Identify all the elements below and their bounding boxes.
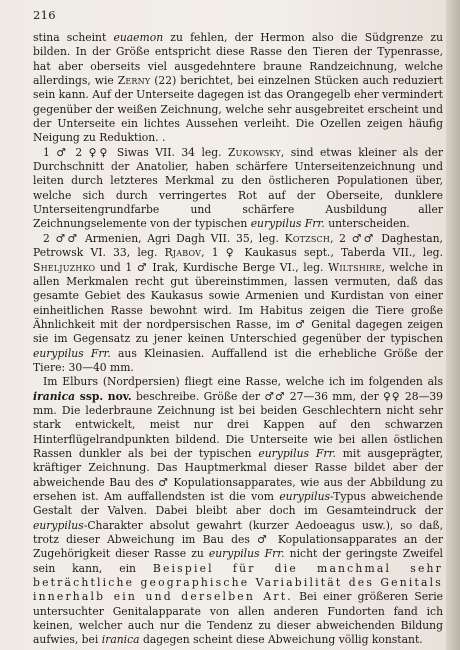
text-run: Sheljuzhko <box>33 260 96 274</box>
paragraph <box>33 146 443 232</box>
text-run: Beispiel für die manchmal sehr beträchtliche geographische Variabilität des Genitals innerhalb ein und derselben Art. <box>33 561 443 604</box>
text-run: eurypilus Frr. <box>258 446 336 460</box>
text-run: Im Elburs (Nordpersien) fliegt eine Rasse, welche ich im folgenden als <box>43 375 443 389</box>
text-run: Zukowsky <box>228 145 281 159</box>
text-run: beschreibe. Größe der ♂♂ 27—36 mm, der ♀♀ 28—39 mm. Die lederbraune Zeichnung ist bei beiden Geschlechtern nicht sehr stark entwickelt, meist nur drei Kappen auf den schwarzen Hinterflügelrandpunkten bildend. Die Unterseite wie bei allen östlichen Rassen dunkler als bei der typischen <box>33 389 444 460</box>
text-run: (22) berichtet, bei einzelnen Stücken auch reduziert sein kann. Auf der Unterseite dagegen ist das Orangegelb eher vermindert gegenüber der weißen Zeichnung, welche sehr ausgebreitet erscheint und der Unterseite ein lichtes Aussehen verleiht. Die Ozellen zeigen häufig Neigung zu Reduktion. . <box>33 74 443 145</box>
text-run: 2 ♂♂ Armenien, Agri Dagh VII. 35, leg. <box>43 231 285 245</box>
text-run: Rjabov <box>164 246 202 260</box>
text-run: 1 ♂ 2 ♀♀ Siwas VII. 34 leg. <box>43 145 228 159</box>
text-run: , 2 ♂♂ Daghestan, Petrowsk VI. 33, leg. <box>33 231 443 260</box>
text-run: dagegen scheint diese Abweichung völlig konstant. <box>139 633 423 647</box>
text-run: euaemon <box>113 31 164 44</box>
text-run: eurypilus Frr. <box>33 346 111 360</box>
text-run: eurypilus <box>33 518 84 532</box>
text-run: Zerny <box>117 74 151 88</box>
text-run: eurypilus <box>279 490 331 503</box>
paragraph <box>33 375 443 648</box>
text-run: eurypilus Frr. <box>208 547 285 561</box>
text-run: aus Kleinasien. Auffallend ist die erhebliche Größe der Tiere: 30—40 mm. <box>33 346 443 374</box>
text-run: ssp. nov. <box>75 389 132 403</box>
text-run: unterscheiden. <box>324 217 410 231</box>
text-run: eurypilus Frr. <box>250 217 325 231</box>
text-run: , 1 ♀ Kaukasus sept., Taberda VII., leg. <box>201 246 443 260</box>
text-run: Bei einer größeren Serie untersuchter Genitalapparate von allen anderen Fundorten fand ich keinen, welcher auch nur die Tendenz zu dieser abweichenden Bildung aufwies, bei <box>33 590 443 647</box>
text-run: iranica <box>101 633 140 647</box>
page-body-text <box>33 31 443 648</box>
text-run: , welche in allen Merkmalen recht gut übereinstimmen, lassen vermuten, daß das gesamte Gebiet des Kaukasus sowie Armenien und Kurdistan von einer einheitlichen Rasse bewohnt wird. Im Habitus zeigen die Tiere große Ähnlichkeit mit der nordpersischen Rasse, im ♂ Genital dagegen zeigen sie im Gegensatz zu jener keinen Unterschied gegenüber der typischen <box>33 260 443 346</box>
text-run: Kotzsch <box>284 231 331 245</box>
page-edge-shadow <box>446 0 460 650</box>
paragraph <box>33 31 443 146</box>
text-run: -Typus abweichende Gestalt der Valven. Dabei bleibt aber doch im Gesamteindruck der <box>33 490 443 518</box>
text-run: zu fehlen, der Hermon also die Südgrenze zu bilden. In der Größe entspricht diese Rasse den Tieren der Typenrasse, hat aber oberseits viel ausgedehntere braune Randzeichnung, welche allerdings, wie <box>33 31 443 88</box>
text-run: und 1 ♂ Irak, Kurdische Berge VI., leg. <box>95 260 329 274</box>
page-number: 216 <box>33 8 56 22</box>
text-run: Wiltshire <box>328 260 382 274</box>
text-run: nicht der geringste Zweifel sein kann, ein <box>33 547 443 575</box>
text-run: mit ausgeprägter, kräftiger Zeichnung. Das Hauptmerkmal dieser Rasse bildet aber der abweichende Bau des ♂ Kopulationsapparates, wie aus der Abbildung zu ersehen ist. Am auffallendsten ist die vom <box>33 446 443 503</box>
text-run: -Charakter absolut gewahrt (kurzer Aedoeagus usw.), so daß, trotz dieser Abweichung im Bau des ♂ Kopulationsapparates an der Zugehörigkeit dieser Rasse zu <box>33 518 443 561</box>
paragraph <box>33 232 443 375</box>
text-run: iranica <box>33 389 76 403</box>
text-run: , sind etwas kleiner als der Durchschnitt der Anatolier, haben schärfere Unterseitenzeichnung und leiten durch letzteres Merkmal zu den östlicheren Populationen über, welche sich durch verringertes Rot auf der Oberseite, dunklere Unterseitengrundfarbe und schärfere Ausbildung aller Zeichnungselemente von der typischen <box>33 145 443 231</box>
text-run: stina scheint <box>33 31 114 44</box>
